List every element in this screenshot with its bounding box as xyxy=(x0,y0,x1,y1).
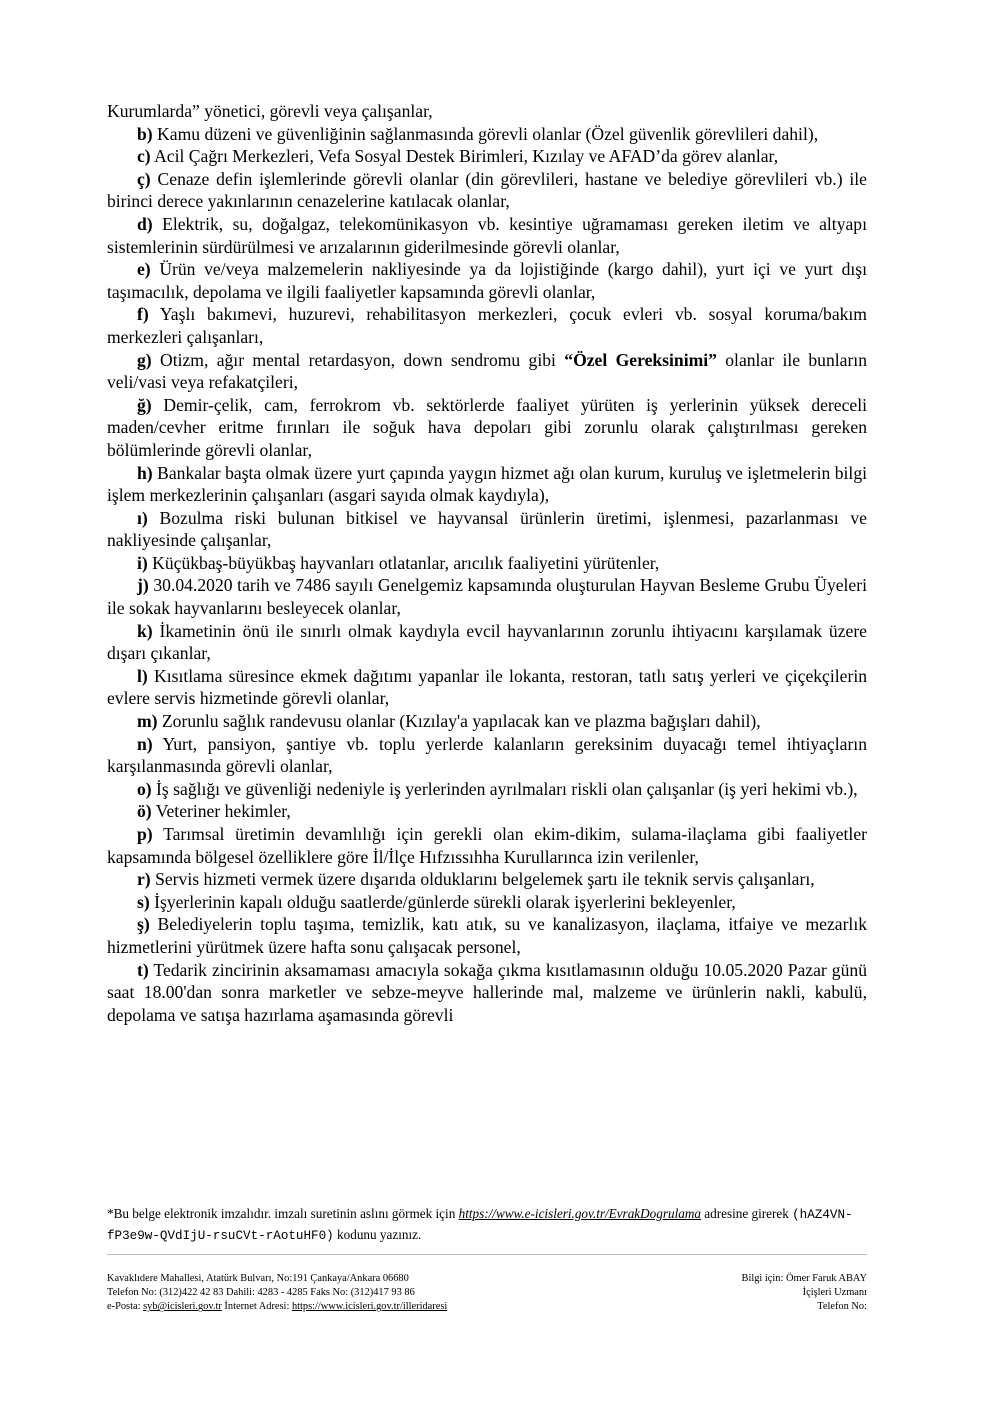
item-label: s) xyxy=(137,891,150,912)
list-item xyxy=(107,665,867,710)
list-item xyxy=(107,507,867,552)
list-item xyxy=(107,462,867,507)
item-label: n) xyxy=(137,733,153,754)
footer-divider xyxy=(107,1254,867,1255)
list-item xyxy=(107,168,867,213)
item-text: 30.04.2020 tarih ve 7486 sayılı Genelgemiz kapsamında oluşturulan Hayvan Besleme Grubu Üyeleri ile sokak hayvanlarını besleyecek olanlar, xyxy=(107,575,867,619)
item-label: j) xyxy=(137,575,149,596)
item-text: İş sağlığı ve güvenliği nedeniyle iş yerlerinden ayrılmaları riskli olan çalışanlar (iş yeri hekimi vb.), xyxy=(151,778,858,799)
item-label: ç) xyxy=(137,168,151,189)
footer-info-person: Bilgi için: Ömer Faruk ABAY xyxy=(741,1273,867,1284)
list-item xyxy=(107,123,867,146)
item-text: Otizm, ağır mental retardasyon, down sendromu gibi xyxy=(151,349,565,370)
intro-paragraph: Kurumlarda” yönetici, görevli veya çalışanlar, xyxy=(107,101,433,121)
email-link[interactable]: syb@icisleri.gov.tr xyxy=(143,1301,222,1313)
item-label: ğ) xyxy=(137,394,152,415)
item-emphasis: “Özel Gereksinimi” xyxy=(564,349,717,370)
item-label: l) xyxy=(137,665,148,686)
list-item xyxy=(107,258,867,303)
email-label: e-Posta: xyxy=(107,1301,144,1313)
list-item xyxy=(107,620,867,665)
e-signature-note xyxy=(107,1204,867,1246)
footer-info-title: İçişleri Uzmanı xyxy=(802,1287,867,1299)
list-item xyxy=(107,710,867,733)
item-text: Bozulma riski bulunan bitkisel ve hayvansal ürünlerin üretimi, işlenmesi, pazarlanması ve nakliyesinde çalışanlar, xyxy=(107,507,867,551)
item-text: Tedarik zincirinin aksamaması amacıyla sokağa çıkma kısıtlamasının olduğu 10.05.2020 Pazar günü saat 18.00'dan sonra marketler ve sebze-meyve hallerinde mal, malzeme ve ürünlerin nakli, kabulü, depolama ve satışa hazırlama aşamasında görevli xyxy=(107,959,867,1025)
item-text: Servis hizmeti vermek üzere dışarıda olduklarını belgelemek şartı ile teknik servis çalışanları, xyxy=(150,869,815,890)
item-text: İşyerlerinin kapalı olduğu saatlerde/günlerde sürekli olarak işyerlerini bekleyenler, xyxy=(149,891,736,912)
item-text: Küçükbaş-büyükbaş hayvanları otlatanlar, arıcılık faaliyetini yürütenler, xyxy=(147,552,660,573)
list-item xyxy=(107,891,867,914)
list-item xyxy=(107,913,867,958)
item-text: Tarımsal üretimin devamlılığı için gerekli olan ekim-dikim, sulama-ilaçlama gibi faaliyetler kapsamında bölgesel özelliklere göre İl/İlçe Hıfzıssıhha Kurullarınca izin verilenler, xyxy=(107,824,867,867)
item-label: ö) xyxy=(137,801,152,822)
list-items xyxy=(107,123,867,1027)
web-link[interactable]: https://www.icisleri.gov.tr/illeridaresi xyxy=(291,1301,448,1313)
item-label: e) xyxy=(137,259,151,280)
list-item xyxy=(107,394,867,462)
note-prefix: *Bu belge elektronik imzalıdır. imzalı suretinin aslını görmek için xyxy=(107,1206,459,1221)
document-body xyxy=(107,100,867,1026)
footer-info xyxy=(627,1272,867,1315)
item-text: Cenaze defin işlemlerinde görevli olanlar (din görevlileri, hastane ve belediye görevlileri vb.) ile birinci derece yakınlarının cenazelerine katılacak olanlar, xyxy=(107,168,867,212)
item-label: o) xyxy=(137,778,152,799)
item-label: i) xyxy=(137,552,148,573)
footer-address: Kavaklıdere Mahallesi, Atatürk Bulvarı, No:191 Çankaya/Ankara 06680 xyxy=(107,1273,409,1284)
item-label: r) xyxy=(137,869,151,890)
item-text: Kamu düzeni ve güvenliğinin sağlanmasında görevli olanlar (Özel güvenlik görevlileri dahil), xyxy=(152,123,819,144)
list-item xyxy=(107,823,867,868)
footer-info-tel: Telefon No: xyxy=(817,1301,867,1313)
list-item xyxy=(107,733,867,778)
verification-link[interactable]: https://www.e-icisleri.gov.tr/EvrakDogrulama xyxy=(458,1206,701,1221)
item-label: p) xyxy=(137,824,153,844)
footer-phone: Telefon No: (312)422 42 83 Dahili: 4283 - 4285 Faks No: (312)417 93 86 xyxy=(107,1287,415,1299)
footer-email-web xyxy=(107,1300,627,1314)
item-label: g) xyxy=(137,349,152,370)
item-text: Veteriner hekimler, xyxy=(151,801,291,822)
item-label: ş) xyxy=(137,914,150,935)
item-text: Acil Çağrı Merkezleri, Vefa Sosyal Destek Birimleri, Kızılay ve AFAD’da görev alanlar, xyxy=(150,146,779,167)
item-label: h) xyxy=(137,462,153,483)
list-item xyxy=(107,213,867,258)
item-text: Yaşlı bakımevi, huzurevi, rehabilitasyon merkezleri, çocuk evleri vb. sosyal koruma/bakım merkezleri çalışanları, xyxy=(107,304,867,347)
list-item xyxy=(107,303,867,348)
footer-contact xyxy=(107,1272,627,1315)
list-item xyxy=(107,349,867,394)
verification-code: (hAZ4VN-fP3e9w-QVdIjU-rsuCVt-rAotuHF0) xyxy=(107,1208,853,1243)
item-text: Demir-çelik, cam, ferrokrom vb. sektörlerde faaliyet yürüten iş yerlerinin yüksek dereceli maden/cevher eritme fırınları ile soğuk hava depoları gibi zorunlu olarak çalıştırılması gereken bölümlerinde görevli olanlar, xyxy=(107,394,867,460)
note-suffix: kodunu yazınız. xyxy=(333,1227,422,1242)
list-item xyxy=(107,800,867,823)
item-text: Elektrik, su, doğalgaz, telekomünikasyon vb. kesintiye uğramaması gereken iletim ve altyapı sistemlerinin sürdürülmesi ve arızalarının giderilmesinde görevli olanlar, xyxy=(107,213,867,257)
list-item xyxy=(107,552,867,575)
item-text: İkametinin önü ile sınırlı olmak kaydıyla evcil hayvanlarının zorunlu ihtiyacını karşılamak üzere dışarı çıkanlar, xyxy=(107,620,867,664)
list-item xyxy=(107,574,867,619)
item-label: b) xyxy=(137,123,153,144)
item-text-continued: olanlar ile bunların veli/vasi veya refakatçileri, xyxy=(107,349,867,393)
web-label: İnternet Adresi: xyxy=(221,1301,292,1313)
item-label: m) xyxy=(137,711,158,732)
item-label: c) xyxy=(137,146,151,167)
list-item xyxy=(107,145,867,168)
note-middle: adresine girerek xyxy=(700,1206,793,1221)
item-label: t) xyxy=(137,959,149,980)
item-label: k) xyxy=(137,620,153,641)
item-text: Ürün ve/veya malzemelerin nakliyesinde ya da lojistiğinde (kargo dahil), yurt içi ve yurt dışı taşımacılık, depolama ve ilgili faaliyetler kapsamında görevli olanlar, xyxy=(107,259,867,302)
item-label: f) xyxy=(137,304,149,325)
item-text: Belediyelerin toplu taşıma, temizlik, katı atık, su ve kanalizasyon, ilaçlama, itfaiye ve mezarlık hizmetlerini yürütmek üzere hafta sonu çalışacak personel, xyxy=(107,914,867,957)
list-item xyxy=(107,959,867,1027)
item-text: Yurt, pansiyon, şantiye vb. toplu yerlerde kalanların gereksinim duyacağı temel ihtiyaçların karşılanmasında görevli olanlar, xyxy=(107,733,867,777)
item-label: d) xyxy=(137,213,153,234)
item-text: Zorunlu sağlık randevusu olanlar (Kızılay'a yapılacak kan ve plazma bağışları dahil), xyxy=(157,711,761,732)
item-text: Bankalar başta olmak üzere yurt çapında yaygın hizmet ağı olan kurum, kuruluş ve işletmelerin bilgi işlem merkezlerinin çalışanları (asgari sayıda olmak kaydıyla), xyxy=(107,462,867,506)
list-item xyxy=(107,868,867,891)
list-item xyxy=(107,778,867,801)
item-label: ı) xyxy=(137,507,148,528)
item-text: Kısıtlama süresince ekmek dağıtımı yapanlar ile lokanta, restoran, tatlı satış yerleri ve çiçekçilerin evlere servis hizmetinde görevli olanlar, xyxy=(107,665,867,709)
